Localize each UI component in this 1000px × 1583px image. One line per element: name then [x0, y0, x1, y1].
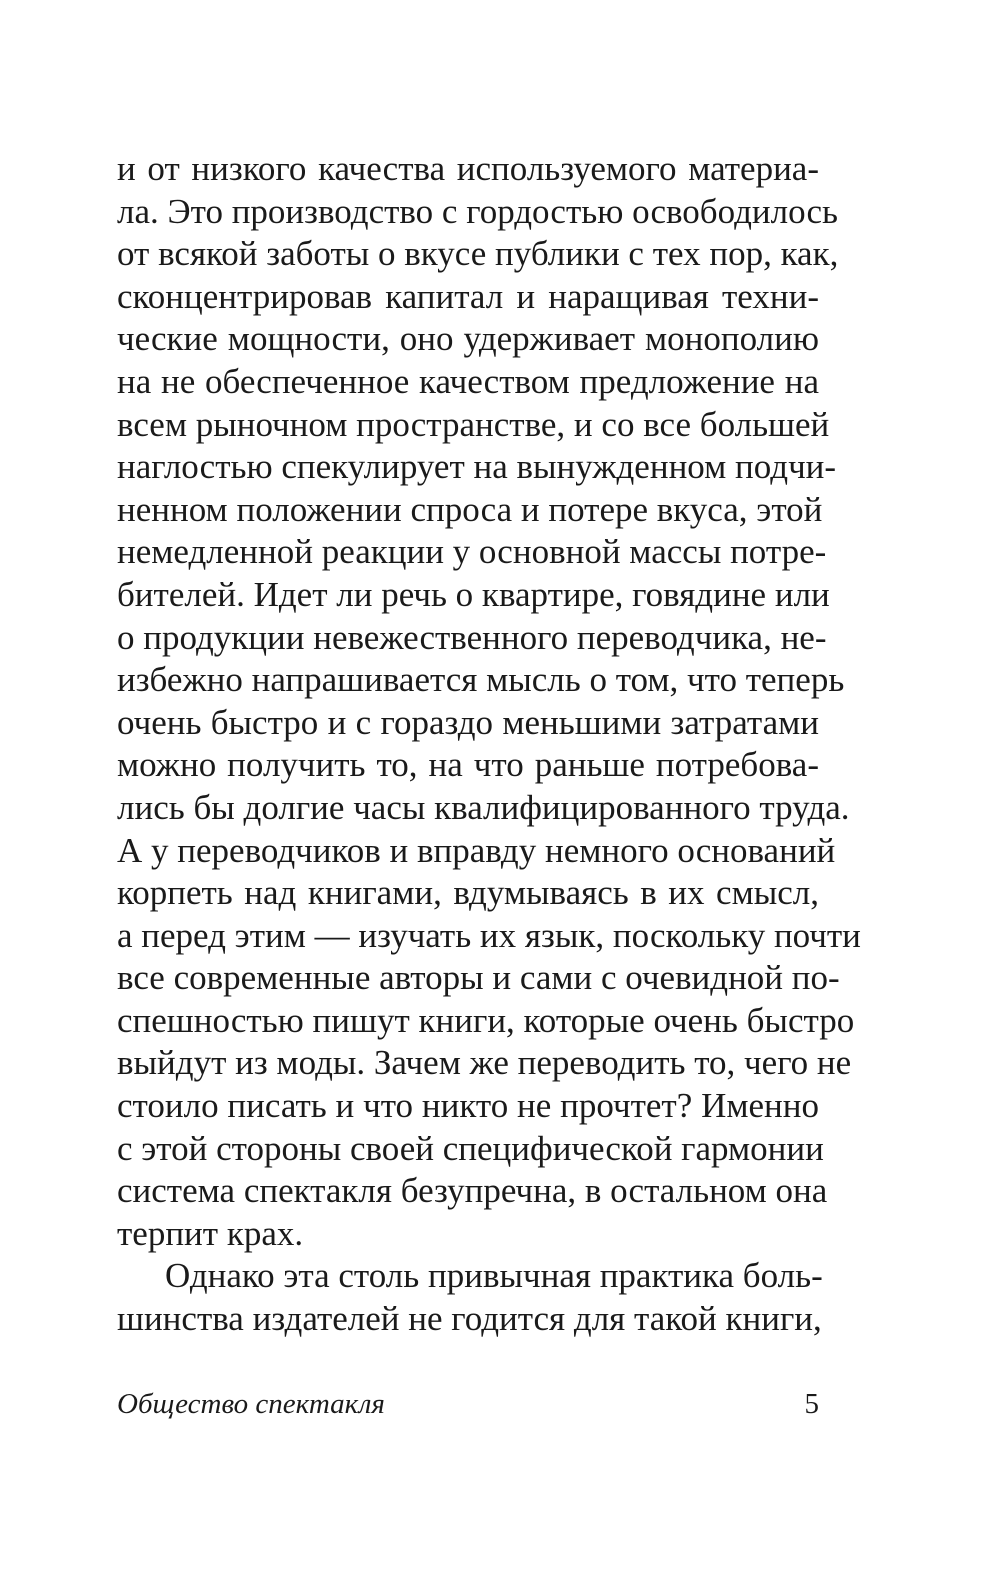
text-line: немедленной реакции у основной массы потре-	[117, 532, 827, 572]
text-line: избежно напрашивается мысль о том, что теперь	[117, 660, 845, 700]
text-line: от всякой заботы о вкусе публики с тех пор, как,	[117, 234, 839, 274]
text-line: сконцентрировав капитал и наращивая техни-	[117, 276, 819, 316]
text-line: о продукции невежественного переводчика, не-	[117, 617, 827, 657]
paragraph-2	[117, 1255, 823, 1340]
text-line: ненном положении спроса и потере вкуса, этой	[117, 489, 823, 529]
text-line: всем рыночном пространстве, и со все большей	[117, 404, 830, 444]
text-line: а перед этим — изучать их язык, поскольку почти	[117, 915, 861, 955]
text-line: стоило писать и что никто не прочтет? Именно	[117, 1086, 819, 1126]
text-line: ческие мощности, оно удерживает монополию	[117, 319, 819, 359]
text-line: спешностью пишут книги, которые очень быстро	[117, 1000, 855, 1040]
text-line: очень быстро и с гораздо меньшими затратами	[117, 702, 819, 742]
text-line: система спектакля безупречна, в остальном она	[117, 1171, 828, 1211]
text-line: все современные авторы и сами с очевидной по-	[117, 958, 840, 998]
page-number: 5	[804, 1388, 819, 1420]
text-line: терпит крах.	[117, 1213, 304, 1253]
text-line: на не обеспеченное качеством предложение на	[117, 361, 819, 401]
text-line: выйдут из моды. Зачем же переводить то, чего не	[117, 1043, 852, 1083]
text-line: наглостью спекулирует на вынужденном подчи-	[117, 447, 837, 487]
text-line: шинства издателей не годится для такой книги,	[117, 1299, 822, 1339]
text-line: можно получить то, на что раньше потребова-	[117, 745, 819, 785]
page-footer	[117, 1384, 819, 1424]
text-line: бителей. Идет ли речь о квартире, говядине или	[117, 574, 830, 614]
paragraph-1	[117, 148, 861, 1255]
text-line: и от низкого качества используемого материа-	[117, 149, 819, 188]
text-line: А у переводчиков и вправду немного оснований	[117, 830, 836, 870]
text-line: с этой стороны своей специфической гармонии	[117, 1128, 824, 1168]
text-line: лись бы долгие часы квалифицированного труда.	[117, 787, 850, 827]
body-text	[117, 148, 861, 1341]
text-line: корпеть над книгами, вдумываясь в их смысл,	[117, 873, 819, 913]
running-title: Общество спектакля	[117, 1388, 385, 1420]
text-line: ла. Это производство с гордостью освободилось	[117, 191, 838, 231]
text-line: Однако эта столь привычная практика боль-	[165, 1256, 823, 1296]
